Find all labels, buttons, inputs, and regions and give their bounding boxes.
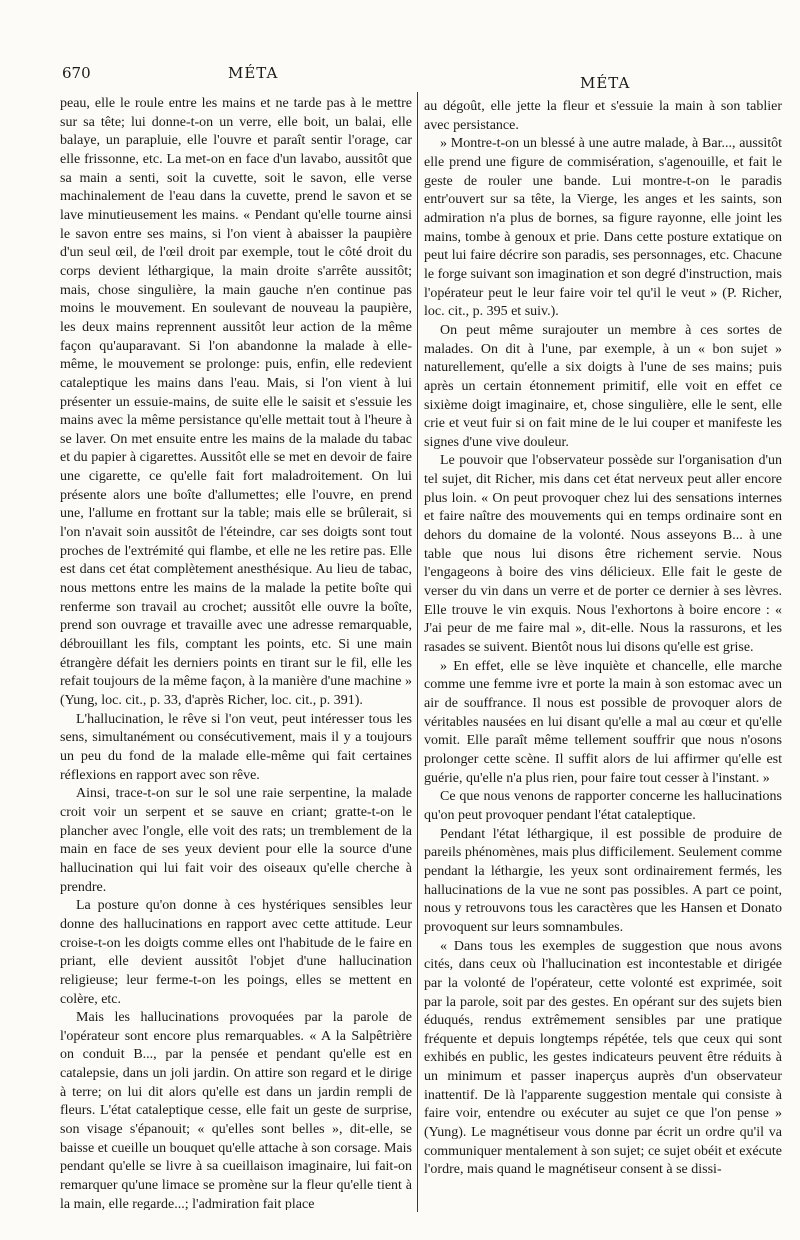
paragraph: On peut même surajouter un membre à ces sortes de malades. On dit à l'une, par exemple, à un « bon sujet » naturellement, qu'elle a six doigts à l'une de ses mains; puis après un certain étonnement primitif, elle voit en effet ce sixième doigt imaginaire, et, chose singulière, elle le sent, elle crie et veut fuir si on fait mine de le lui couper et manifeste les signes d'une vive douleur.	[424, 322, 782, 450]
page-header	[0, 60, 800, 90]
paragraph: » En effet, elle se lève inquiète et chancelle, elle marche comme une femme ivre et porte la main à son estomac avec un air de souffrance. Il nous est possible de provoquer alors de véritables nausées en lui disant qu'elle a mal au cœur et qu'elle vomit. Elle paraît même tellement souffrir que nous n'osons prolonger cette scène. Il suffit alors de lui affirmer qu'elle est guérie, qu'elle n'a plus rien, pour faire tout cesser à l'instant. »	[424, 658, 782, 786]
page-number: 670	[62, 64, 91, 82]
paragraph: Pendant l'état léthargique, il est possible de produire de pareils phénomènes, mais plus difficilement. Seulement comme pendant la léthargie, les yeux sont ordinairement fermés, les hallucinations de la vue ne sont pas possibles. A part ce point, nous y retrouvons tous les caractères que les Hansen et Donato provoquent sur leurs somnambules.	[424, 826, 782, 935]
paragraph: La posture qu'on donne à ces hystériques sensibles leur donne des hallucinations en rapport avec cette attitude. Leur croise-t-on les doigts comme elles ont l'habitude de le faire en priant, elle devient aussitôt l'objet d'une hallucination religieuse; leur ferme-t-on les poings, elles se mettent en colère, etc.	[60, 898, 412, 1007]
running-head-right: MÉTA	[580, 74, 631, 92]
paragraph: Mais les hallucinations provoquées par la parole de l'opérateur sont encore plus remarquables. « A la Salpêtrière on conduit B..., par la pensée et pendant qu'elle est en catalepsie, dans un joli jardin. On attire son regard et le dirige à terre; on lui dit alors qu'elle est dans un jardin rempli de fleurs. L'état cataleptique cesse, elle fait un geste de surprise, son visage s'épanouit; « qu'elles sont belles », dit-elle, se baisse et cueille un bouquet qu'elle attache à son corsage. Mais pendant qu'elle se livre à sa cueillaison imaginaire, lui fait-on remarquer qu'une limace se promène sur la fleur qu'elle tient à la main, elle regarde...; l'admiration fait place	[60, 1010, 412, 1210]
running-head-left: MÉTA	[228, 64, 279, 82]
column-divider	[417, 92, 418, 1212]
paragraph: Le pouvoir que l'observateur possède sur l'organisation d'un tel sujet, dit Richer, mis dans cet état nerveux peut aller encore plus loin. « On peut provoquer chez lui des sensations internes et faire naître des mouvements qui en temps ordinaire sont en dehors du domaine de la volonté. Nous asseyons B... à une table que nous lui disons être richement servie. Nous l'engageons à boire des vins délicieux. Elle fait le geste de verser du vin dans un verre et de porter ce dernier à ses lèvres. Elle trouve le vin exquis. Nous l'exhortons à boire encore : « J'ai peur de me faire mal », dit-elle. Nous la rassurons, et les rasades se suivent. Bientôt nous lui disons qu'elle est grise.	[424, 453, 782, 656]
left-column	[60, 95, 412, 1210]
right-column	[424, 98, 782, 1213]
paragraph: peau, elle le roule entre les mains et ne tarde pas à le mettre sur sa tête; lui donne-t-on un verre, elle boit, un balai, elle balaye, un parapluie, elle l'ouvre et paraît sentir l'orage, car elle frissonne, etc. La met-on en face d'un lavabo, aussitôt que sa main a senti, soit la cuvette, soit le savon, elle verse machinalement de l'eau dans la cuvette, prend le savon et se lave minutieusement les mains. « Pendant qu'elle tourne ainsi le savon entre ses mains, si l'on vient à abaisser la paupière d'un seul œil, de l'œil droit par exemple, tout le côté droit du corps devient léthargique, la main droite s'arrête aussitôt; mais, chose singulière, la main gauche n'en continue pas moins le mouvement. En soulevant de nouveau la paupière, les deux mains reprennent aussitôt leur action de la même façon qu'auparavant. Si l'on abandonne la malade à elle-même, le mouvement se prolonge: puis, enfin, elle redevient cataleptique les mains dans l'eau. Mais, si l'on vient à lui présenter un essuie-mains, de suite elle le saisit et s'essuie les mains avec la même persistance qu'elle mettait tout à l'heure à se laver. On met ensuite entre les mains de la malade du tabac et du papier à cigarettes. Aussitôt elle se met en devoir de faire une cigarette, ce qu'elle fait fort maladroitement. On lui présente alors une boîte d'allumettes; elle l'ouvre, en prend une, l'allume en frottant sur la table; mais elle se brûlerait, si l'on n'avait soin aussitôt de l'éteindre, car ses doigts sont tout proches de l'extrémité qui flambe, et elle ne les retire pas. Elle est dans cet état complètement anesthésique. Au lieu de tabac, nous mettons entre les mains de la malade la petite boîte qui renferme son travail au crochet; aussitôt elle ouvre la boîte, prend son ouvrage et travaille avec une adresse remarquable, débrouillant les fils, comptant les points, etc. Si une main étrangère défait les derniers points en tirant sur le fil, elle les refait toujours de la même façon, à la manière d'une machine » (Yung, loc. cit., p. 33, d'après Richer, loc. cit., p. 391).	[60, 96, 412, 708]
paragraph: « Dans tous les exemples de suggestion que nous avons cités, dans ceux où l'hallucination est incontestable et dirigée par la volonté de l'opérateur, cette volonté est exprimée, soit par la parole, soit par des gestes. En opérant sur des sujets bien éduqués, rendus extrêmement sensibles par une pratique fréquente et depuis longtemps répétée, tels que ceux qui sont exhibés en public, les gestes indicateurs peuvent être réduits à un minimum et passer inaperçus auprès d'un observateur inattentif. De là l'apparente suggestion mentale qui consiste à faire voir, entendre ou exécuter au sujet ce que l'on pense » (Yung). Le magnétiseur vous donne par écrit un ordre qu'il va communiquer mentalement à son sujet; ce sujet obéit et exécute l'ordre, mais quand le magnétiseur consent à se dissi-	[424, 938, 782, 1178]
paragraph: Ce que nous venons de rapporter concerne les hallucinations qu'on peut provoquer pendant l'état cataleptique.	[424, 789, 782, 823]
paragraph: L'hallucination, le rêve si l'on veut, peut intéresser tous les sens, simultanément ou consécutivement, mais il y a toujours un peu du fond de la malade elle-même qui fait certaines réflexions en rapport avec son rêve.	[60, 711, 412, 783]
paragraph: » Montre-t-on un blessé à une autre malade, à Bar..., aussitôt elle prend une figure de commisération, s'agenouille, et fait le geste de rouler une bande. Lui montre-t-on le paradis entr'ouvert sur sa tête, la Vierge, les anges et les saints, son admiration n'a plus de bornes, sa figure rayonne, elle joint les mains, tombe à genoux et prie. Dans cette posture extatique on peut lui faire décrire son paradis, ses personnages, etc. Chacune le forge suivant son imagination et son degré d'instruction, mais l'opérateur peut le leur faire voir tel qu'il le veut » (P. Richer, loc. cit., p. 395 et suiv.).	[424, 136, 782, 320]
paragraph: Ainsi, trace-t-on sur le sol une raie serpentine, la malade croit voir un serpent et se sauve en criant; gratte-t-on le plancher avec l'ongle, elle voit des rats; un tremblement de la main en face de ses yeux devient pour elle la source d'une hallucination qui lui fait voir des oiseaux qu'elle cherche à prendre.	[60, 786, 412, 895]
paragraph: au dégoût, elle jette la fleur et s'essuie la main à son tablier avec persistance.	[424, 99, 782, 133]
